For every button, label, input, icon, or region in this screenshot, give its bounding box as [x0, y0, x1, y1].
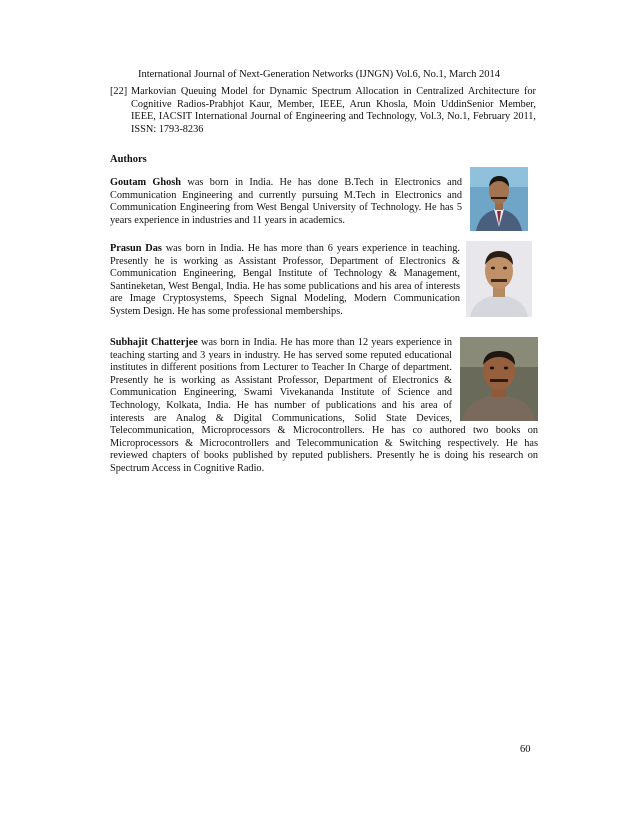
author-name-1: Goutam Ghosh: [110, 177, 182, 188]
authors-heading: Authors: [110, 154, 147, 165]
author-text-2: was born in India. He has more than 6 years experience in teaching. Presently he is working as Assistant Professor, Department of Electronics & Communication Engineering, Bengal Institute of Technology & Management, Santineketan, West Bengal, India. He has some publications and his area of interests are Image Cryptosystems, Speech Signal Modeling, Modern Communication System Design. He has some professional memberships.: [110, 243, 460, 317]
author-text-1: was born in India. He has done B.Tech in Electronics and Communication Engineering and currently pursuing M.Tech in Electronics and Communication Engineering from West Bengal University of Technology. He has 5 years experience in industries and 11 years in academics.: [110, 177, 462, 226]
author-bio-2: [110, 243, 460, 319]
running-header: International Journal of Next-Generation Networks (IJNGN) Vol.6, No.1, March 2014: [137, 69, 501, 80]
author-photo-3: [460, 337, 538, 421]
reference-number: [22]: [110, 86, 128, 97]
reference-entry: [110, 86, 536, 136]
author-photo-2: [466, 241, 532, 317]
author-bio-3: [110, 337, 538, 476]
author-name-2: Prasun Das: [110, 243, 162, 254]
page-number: 60: [520, 744, 531, 755]
author-text-3: was born in India. He has more than 12 years experience in teaching starting and 3 years in industry. He has served some reputed educational institutes in different positions from Lecturer to Teacher In Charge of department. Presently he is working as Assistant Professor, Department of Electronics & Communication Engineering, Swami Vivekananda Institute of Science and Technology, Kolkata, India. He has number of publications and his area of interests are Analog & Digital Communications, Solid State Devices, Telecommunication, Microprocessors & Microcontrollers. He has co authored two books on Microprocessors & Microcontrollers and Telecommunication & Switching respectively. He has reviewed chapters of books published by reputed publishers. Presently he is doing his research on Spectrum Access in Cognitive Radio.: [110, 337, 538, 474]
author-photo-1: [470, 167, 528, 231]
reference-text: Markovian Queuing Model for Dynamic Spectrum Allocation in Centralized Architecture for Cognitive Radios-Prabhjot Kaur, Member, IEEE, Arun Khosla, Moin UddinSenior Member, IEEE, IACSIT International Journal of Engineering and Technology, Vol.3, No.1, February 2011, ISSN: 1793-8236: [131, 86, 536, 135]
author-bio-1: [110, 177, 462, 227]
author-name-3: Subhajit Chatterjee: [110, 337, 198, 348]
